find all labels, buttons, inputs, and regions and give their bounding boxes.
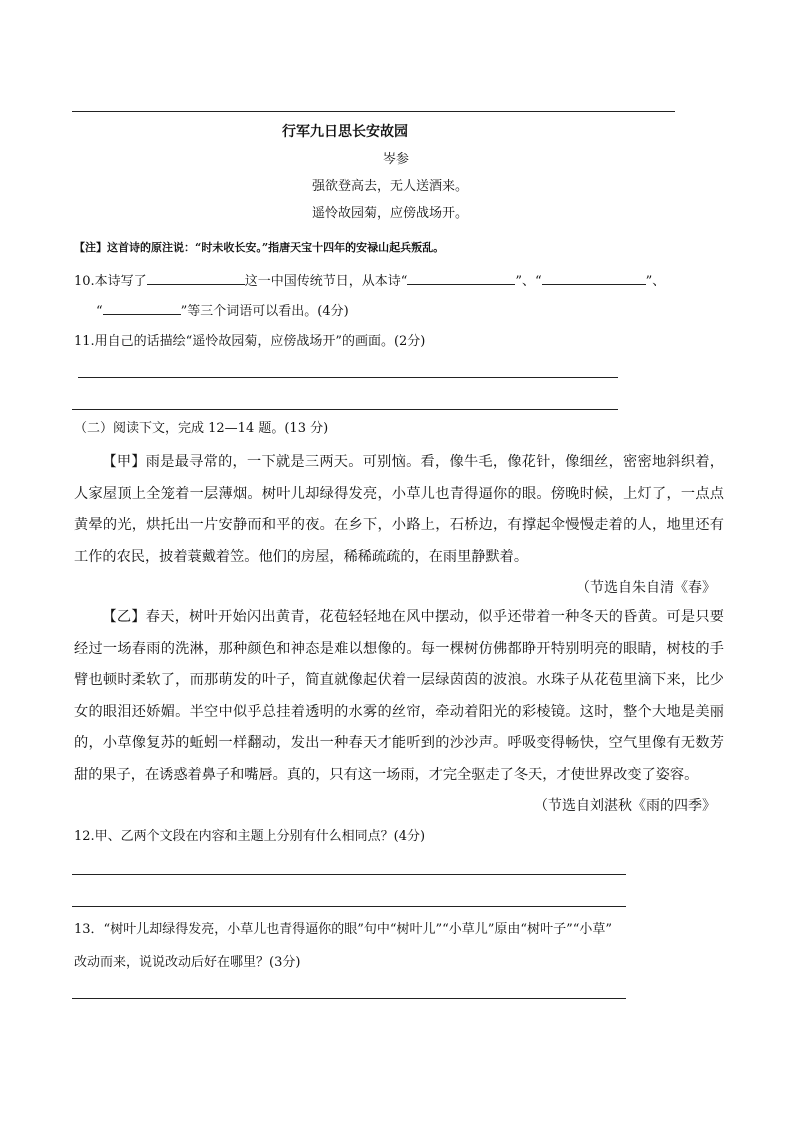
- poem-title: 行军九日思长安故园: [282, 124, 408, 140]
- question-11: 11.用自己的话描绘“遥怜故园菊，应傍战场开”的画面。(2分): [74, 334, 426, 349]
- q10-text-2: 这一中国传统节日，从本诗“: [244, 274, 408, 289]
- question-10: [74, 270, 665, 292]
- q10-blank-word-2[interactable]: [542, 270, 646, 285]
- poem-author: 岑参: [383, 152, 410, 167]
- q10-blank-word-1[interactable]: [407, 270, 515, 285]
- question-13-line-2: 改动而来，说说改动后好在哪里？(3分): [74, 955, 301, 970]
- passage-a-source: （节选自朱自清《春》: [576, 580, 716, 596]
- q11-answer-line-1[interactable]: [78, 377, 618, 378]
- q10-blank-festival[interactable]: [147, 270, 245, 285]
- passage-b-source: （节选自刘湛秋《雨的四季》: [534, 798, 716, 814]
- q12-answer-line-2[interactable]: [72, 906, 626, 907]
- q10-text-4: ”、: [645, 274, 666, 289]
- question-10-cont: [96, 300, 349, 322]
- q10-text-3: ”、“: [515, 274, 542, 289]
- q11-answer-line-2[interactable]: [72, 409, 618, 410]
- q10-text-1: 10.本诗写了: [74, 274, 147, 289]
- q10-text-6: ”等三个词语可以看出。(4分): [180, 304, 349, 319]
- poem-note: 【注】这首诗的原注说：“时未收长安。”指唐天宝十四年的安禄山起兵叛乱。: [74, 241, 445, 254]
- passage-b: 【乙】春天，树叶开始闪出黄青，花苞轻轻地在风中摆动，似乎还带着一种冬天的昏黄。可是只要经过一场春雨的洗淋，那种颜色和神态是难以想像的。每一棵树仿佛都睁开特别明亮的眼睛，树枝的手臂也顿时柔软了，而那萌发的叶子，简直就像起伏着一层绿茵茵的波浪。水珠子从花苞里滴下来，比少女的眼泪还娇媚。半空中似乎总挂着透明的水雾的丝帘，牵动着阳光的彩棱镜。这时，整个大地是美丽的，小草像复苏的蚯蚓一样翻动，发出一种春天才能听到的沙沙声。呼吸变得畅快，空气里像有无数芳甜的果子，在诱惑着鼻子和嘴唇。真的，只有这一场雨，才完全驱走了冬天，才使世界改变了姿容。: [74, 609, 724, 783]
- section-2-heading: （二）阅读下文，完成 12—14 题。(13 分): [74, 421, 329, 436]
- q13-answer-line[interactable]: [72, 998, 626, 999]
- q10-blank-word-3[interactable]: [103, 300, 181, 315]
- q12-answer-line-1[interactable]: [72, 874, 626, 875]
- q10-text-5: “: [96, 304, 103, 319]
- question-12: 12.甲、乙两个文段在内容和主题上分别有什么相同点？(4分): [74, 829, 426, 844]
- poem-line-2: 遥怜故园菊，应傍战场开。: [312, 206, 469, 221]
- poem-line-1: 强欲登高去，无人送酒来。: [312, 179, 469, 194]
- question-13-line-1: 13．“树叶儿却绿得发亮，小草儿也青得逼你的眼”句中“树叶儿”“小草儿”原由“树叶子”“小草”: [74, 922, 613, 937]
- top-divider: [72, 111, 675, 112]
- passage-a: 【甲】雨是最寻常的，一下就是三两天。可别恼。看，像牛毛，像花针，像细丝，密密地斜织着，人家屋顶上全笼着一层薄烟。树叶儿却绿得发亮，小草儿也青得逼你的眼。傍晚时候，上灯了，一点点黄晕的光，烘托出一片安静而和平的夜。在乡下，小路上，石桥边，有撑起伞慢慢走着的人，地里还有工作的农民，披着蓑戴着笠。他们的房屋，稀稀疏疏的，在雨里静默着。: [74, 454, 724, 565]
